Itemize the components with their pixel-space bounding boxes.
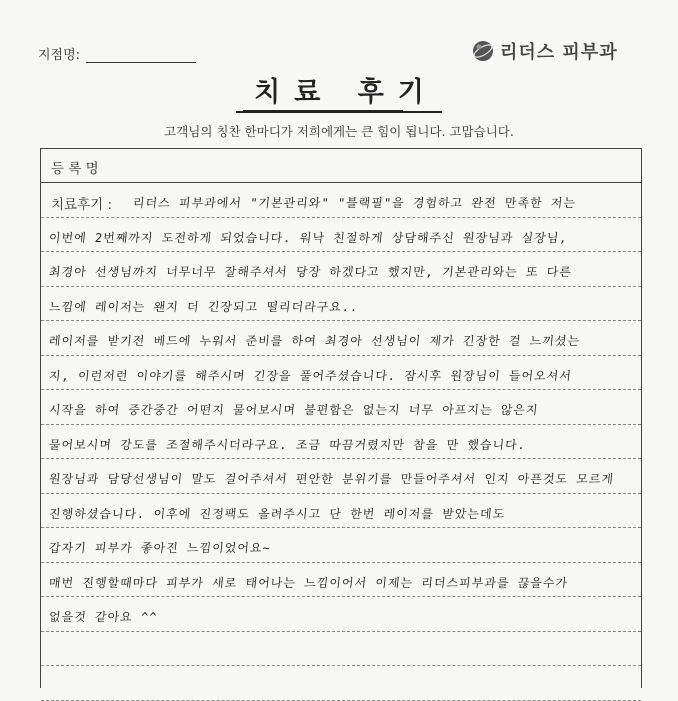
ruled-line (41, 700, 641, 701)
thank-you-message: 고객님의 칭찬 한마디가 저희에게는 큰 힘이 됩니다. 고맙습니다. (164, 124, 514, 139)
branch-name-label: 지점명: (38, 48, 81, 63)
review-label: 치료후기 : (51, 197, 113, 213)
ruled-line (41, 424, 641, 425)
page-title-wrap (0, 70, 678, 113)
ruled-line (41, 665, 641, 666)
ruled-line (41, 217, 641, 218)
ruled-line (41, 251, 641, 252)
review-text-line: 매번 진행할때마다 피부가 새로 태어나는 느낌이어서 이제는 리더스피부과를 끊을수가 (48, 575, 569, 590)
title-underline (243, 110, 403, 111)
review-text-line: 리더스 피부과에서 "기본관리와" "블랙필"을 경험하고 완전 만족한 저는 (132, 196, 577, 210)
ruled-line (41, 631, 641, 632)
review-text-line: 시작을 하여 중간중간 어떤지 물어보시며 불편함은 없는지 너무 아프지는 않은지 (48, 403, 540, 417)
branch-name-field-line (86, 62, 196, 63)
ruled-line (41, 458, 641, 459)
brand-globe-icon (472, 40, 494, 62)
review-text-line: 이번에 2번째까지 도전하게 되었습니다. 워낙 친절하게 상담해주신 원장님과 실장님, (48, 230, 569, 245)
review-text-line: 레이저를 받기전 베드에 누워서 준비를 하여 최경아 선생님이 제가 긴장한 걸 느끼셨는 (48, 334, 581, 348)
review-form (40, 148, 642, 688)
brand-name: 리더스 피부과 (500, 42, 618, 63)
ruled-line (41, 355, 641, 356)
review-text-line: 지, 이런저런 이야기를 해주시며 긴장을 풀어주셨습니다. 잠시후 원장님이 들어오셔서 (48, 368, 573, 383)
ruled-line (41, 320, 641, 321)
ruled-line (41, 527, 641, 528)
review-text-line: 없을것 같아요 ^^ (48, 610, 159, 624)
page-title: 치료 후기 (236, 70, 442, 113)
ruled-line (41, 389, 641, 390)
review-text-line: 최경아 선생님까지 너무너무 잘해주셔서 당장 하겠다고 했지만, 기본관리와는 또 다른 (48, 265, 573, 279)
review-text-line: 느낌에 레이저는 왠지 더 긴장되고 떨리더라구요.. (48, 299, 360, 314)
review-text-line: 원장님과 담당선생님이 말도 걸어주셔서 편안한 분위기를 만들어주셔서 인지 아픈것도 모르게 (48, 472, 615, 486)
review-text-line: 물어보시며 강도를 조절해주시더라구요. 조금 따끔거렸지만 참을 만 했습니다. (48, 437, 527, 452)
brand-logo (472, 38, 618, 64)
ruled-line (41, 596, 641, 597)
ruled-line (41, 562, 641, 563)
ruled-line (41, 286, 641, 287)
name-label: 등 록 명 (51, 161, 99, 177)
review-text-line: 진행하셨습니다. 이후에 진정팩도 올려주시고 단 한번 레이저를 받았는데도 (48, 506, 506, 521)
ruled-line (41, 493, 641, 494)
review-text-line: 갑자기 피부가 좋아진 느낌이었어요~ (48, 541, 272, 555)
name-row (41, 149, 641, 183)
